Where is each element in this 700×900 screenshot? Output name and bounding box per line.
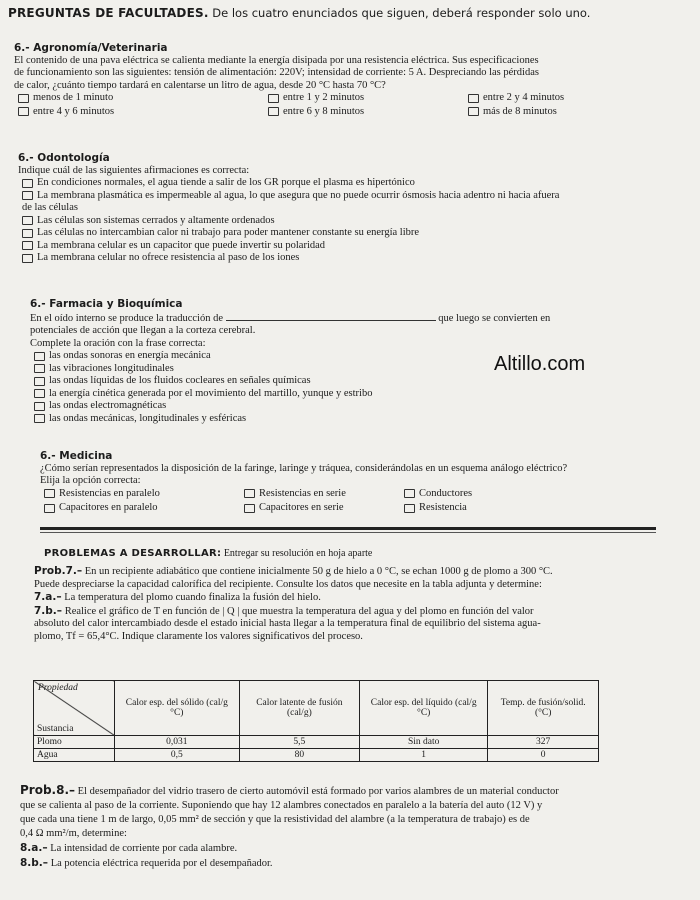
checkbox[interactable]: [34, 352, 45, 361]
question-title: 6.- Medicina: [40, 450, 113, 462]
checkbox[interactable]: [22, 191, 33, 200]
problem-label: Prob.7.–: [34, 565, 83, 577]
table-cell: 0,5: [115, 749, 240, 762]
question-text-line: Complete la oración con la frase correcta:: [30, 337, 206, 349]
checkbox[interactable]: [18, 107, 29, 116]
question-agronomia: [14, 42, 684, 118]
subitem-label: 8.a.–: [20, 842, 48, 854]
table-cell: 0,031: [115, 736, 240, 749]
answer-option[interactable]: Capacitores en paralelo: [44, 502, 244, 515]
answer-option[interactable]: entre 4 y 6 minutos: [18, 106, 268, 119]
answer-option[interactable]: Las células no intercambian calor ni trabajo para poder mantener constante su energía libre: [22, 227, 678, 240]
header-instruction: De los cuatro enunciados que siguen, deberá responder solo uno.: [212, 6, 591, 20]
problem-text-line: plomo, Tf = 65,4°C. Indique claramente los valores significativos del proceso.: [34, 630, 363, 642]
question-title: 6.- Agronomía/Veterinaria: [14, 42, 168, 54]
problem-text-line: absoluto del calor intercambiado desde el estado inicial hasta llegar a la temperatura final de equilibrio del sistema agua-: [34, 618, 541, 629]
checkbox[interactable]: [404, 489, 415, 498]
problem-7: Prob.7.– En un recipiente adiabático que contiene inicialmente 50 g de hielo a 0 °C, se echan 1000 g de plomo a 300 °C. Puede despreciarse la capacidad calorífica del recipiente. Consulte los datos que necesite en la tabla adjunta y determine: 7.a.– La temperatura del plomo cuando finaliza la fusión del hielo. 7.b.– Realice el gráfico de T en función de | Q | que muestra la temperatura del agua y del plomo en función del valor absoluto del calor intercambiado desde el estado inicial hasta llegar a la temperatura final de equilibrio del sistema agua- plomo, Tf = 65,4°C. Indique claramente los valores significativos del proceso.: [34, 565, 674, 643]
checkbox[interactable]: [34, 389, 45, 398]
problem-text-line: que se calienta al paso de la corriente. Suponiendo que hay 12 alambres conectados en paralelo a la batería del auto (12 V) y: [20, 800, 543, 811]
question-text-line: potenciales de acción que llegan a la corteza cerebral.: [30, 325, 256, 336]
checkbox[interactable]: [244, 489, 255, 498]
row-label: Plomo: [34, 736, 115, 749]
table-row: [34, 749, 599, 762]
answer-option[interactable]: menos de 1 minuto: [18, 92, 268, 105]
question-title: 6.- Farmacia y Bioquímica: [30, 298, 183, 310]
checkbox[interactable]: [404, 504, 415, 513]
checkbox[interactable]: [22, 179, 33, 188]
question-odontologia: [18, 152, 678, 265]
answer-option[interactable]: Resistencias en paralelo: [44, 488, 244, 501]
answer-option[interactable]: Las células son sistemas cerrados y altamente ordenados: [22, 215, 678, 228]
answer-option[interactable]: las ondas sonoras en energía mecánica: [34, 350, 660, 363]
checkbox[interactable]: [22, 241, 33, 250]
checkbox[interactable]: [44, 489, 55, 498]
checkbox[interactable]: [44, 504, 55, 513]
checkbox[interactable]: [244, 504, 255, 513]
table-corner-cell: Propiedad Sustancia: [34, 681, 115, 736]
answer-option[interactable]: las ondas electromagnéticas: [34, 400, 660, 413]
table-cell: 80: [239, 749, 359, 762]
answer-option[interactable]: entre 1 y 2 minutos: [268, 92, 468, 105]
checkbox[interactable]: [268, 94, 279, 103]
answer-option[interactable]: más de 8 minutos: [468, 106, 648, 119]
question-text-line: ¿Cómo serían representados la disposición de la faringe, laringe y tráquea, considerándolas en un esquema análogo eléctrico?: [40, 462, 568, 474]
problem-text-line: Puede despreciarse la capacidad calorífica del recipiente. Consulte los datos que necesite en la tabla adjunta y determine:: [34, 578, 542, 590]
problem-label: Prob.8.–: [20, 783, 76, 797]
table-cell: 327: [488, 736, 599, 749]
page-header: [8, 6, 590, 20]
problem-8: Prob.8.– El desempañador del vidrio trasero de cierto automóvil está formado por varios alambres de un material conductor que se calienta al paso de la corriente. Suponiendo que hay 12 alambres conectados en paralelo a la batería del auto (12 V) y que cada una tiene 1 m de largo, 0,05 mm² de sección y que la resistividad del alambre (a la temperatura de trabajo) es de 0,4 Ω mm²/m, determine: 8.a.– La intensidad de corriente por cada alambre. 8.b.– La potencia eléctrica requerida por el desempañador.: [20, 783, 690, 871]
answer-option[interactable]: Capacitores en serie: [244, 502, 404, 515]
answer-option[interactable]: las ondas mecánicas, longitudinales y esféricas: [34, 413, 660, 426]
checkbox[interactable]: [34, 402, 45, 411]
column-header: Temp. de fusión/solid. (°C): [488, 681, 599, 736]
question-text-line: En el oído interno se produce la traducción de que luego se convierten en: [30, 312, 551, 324]
problems-header: PROBLEMAS A DESARROLLAR: Entregar su resolución en hoja aparte: [44, 548, 373, 559]
question-title: 6.- Odontología: [18, 152, 110, 164]
checkbox[interactable]: [34, 364, 45, 373]
section-divider-thin: [40, 532, 656, 533]
answer-option[interactable]: entre 2 y 4 minutos: [468, 92, 648, 105]
answer-option[interactable]: Resistencias en serie: [244, 488, 404, 501]
subitem-label: 7.a.–: [34, 591, 62, 603]
column-header: Calor esp. del sólido (cal/g °C): [115, 681, 240, 736]
row-label: Agua: [34, 749, 115, 762]
answer-option[interactable]: En condiciones normales, el agua tiende a salir de los GR porque el plasma es hipertónico: [22, 177, 678, 190]
checkbox[interactable]: [22, 229, 33, 238]
checkbox[interactable]: [34, 377, 45, 386]
question-text-line: de calor, ¿cuánto tiempo tardará en calentarse un litro de agua, desde 20 °C hasta 70 °C?: [14, 79, 386, 91]
checkbox[interactable]: [268, 107, 279, 116]
column-header: Calor esp. del líquido (cal/g °C): [360, 681, 488, 736]
column-header: Calor latente de fusión (cal/g): [239, 681, 359, 736]
answer-option[interactable]: las ondas líquidas de los fluidos cocleares en señales químicas: [34, 375, 660, 388]
table-cell: 0: [488, 749, 599, 762]
table-cell: Sin dato: [360, 736, 488, 749]
question-text-line: Elija la opción correcta:: [40, 475, 141, 486]
section-divider: [40, 527, 656, 530]
checkbox[interactable]: [22, 254, 33, 263]
table-cell: 5,5: [239, 736, 359, 749]
table-row: [34, 736, 599, 749]
checkbox[interactable]: [22, 216, 33, 225]
watermark: Altillo.com: [494, 353, 586, 375]
subitem-label: 8.b.–: [20, 857, 49, 869]
question-text-line: de funcionamiento son las siguientes: tensión de alimentación: 220V; intensidad de corriente: 5 A. Despreciando las pérdidas: [14, 67, 539, 78]
fill-in-blank[interactable]: [226, 311, 436, 321]
answer-option[interactable]: Conductores: [404, 488, 584, 501]
checkbox[interactable]: [468, 94, 479, 103]
checkbox[interactable]: [18, 94, 29, 103]
answer-option[interactable]: Resistencia: [404, 502, 584, 515]
problem-text-line: que cada una tiene 1 m de largo, 0,05 mm² de sección y que la resistividad del alambre (a la temperatura de trabajo) es de: [20, 814, 530, 825]
problem-text-line: 0,4 Ω mm²/m, determine:: [20, 828, 127, 839]
table-header-row: [34, 681, 599, 736]
subitem-label: 7.b.–: [34, 604, 63, 617]
properties-table: [33, 680, 599, 762]
checkbox[interactable]: [34, 414, 45, 423]
question-text-line: El contenido de una pava eléctrica se calienta mediante la energía disipada por una resistencia eléctrica. Sus especificaciones: [14, 54, 539, 66]
header-title: PREGUNTAS DE FACULTADES.: [8, 6, 209, 20]
answer-option[interactable]: La membrana plasmática es impermeable al agua, lo que asegura que no puede ocurrir ósmosis hacia adentro ni hacia afuera: [22, 190, 678, 203]
question-medicina: [40, 450, 670, 515]
answer-option[interactable]: La membrana celular es un capacitor que puede invertir su polaridad: [22, 240, 678, 253]
question-intro: Indique cuál de las siguientes afirmaciones es correcta:: [18, 164, 250, 176]
answer-option[interactable]: entre 6 y 8 minutos: [268, 106, 468, 119]
option-continuation: de las células: [22, 202, 78, 213]
table-cell: 1: [360, 749, 488, 762]
answer-option[interactable]: las vibraciones longitudinales: [34, 363, 660, 376]
answer-option[interactable]: La membrana celular no ofrece resistencia al paso de los iones: [22, 252, 678, 265]
checkbox[interactable]: [468, 107, 479, 116]
answer-option[interactable]: la energía cinética generada por el movimiento del martillo, yunque y estribo: [34, 388, 660, 401]
